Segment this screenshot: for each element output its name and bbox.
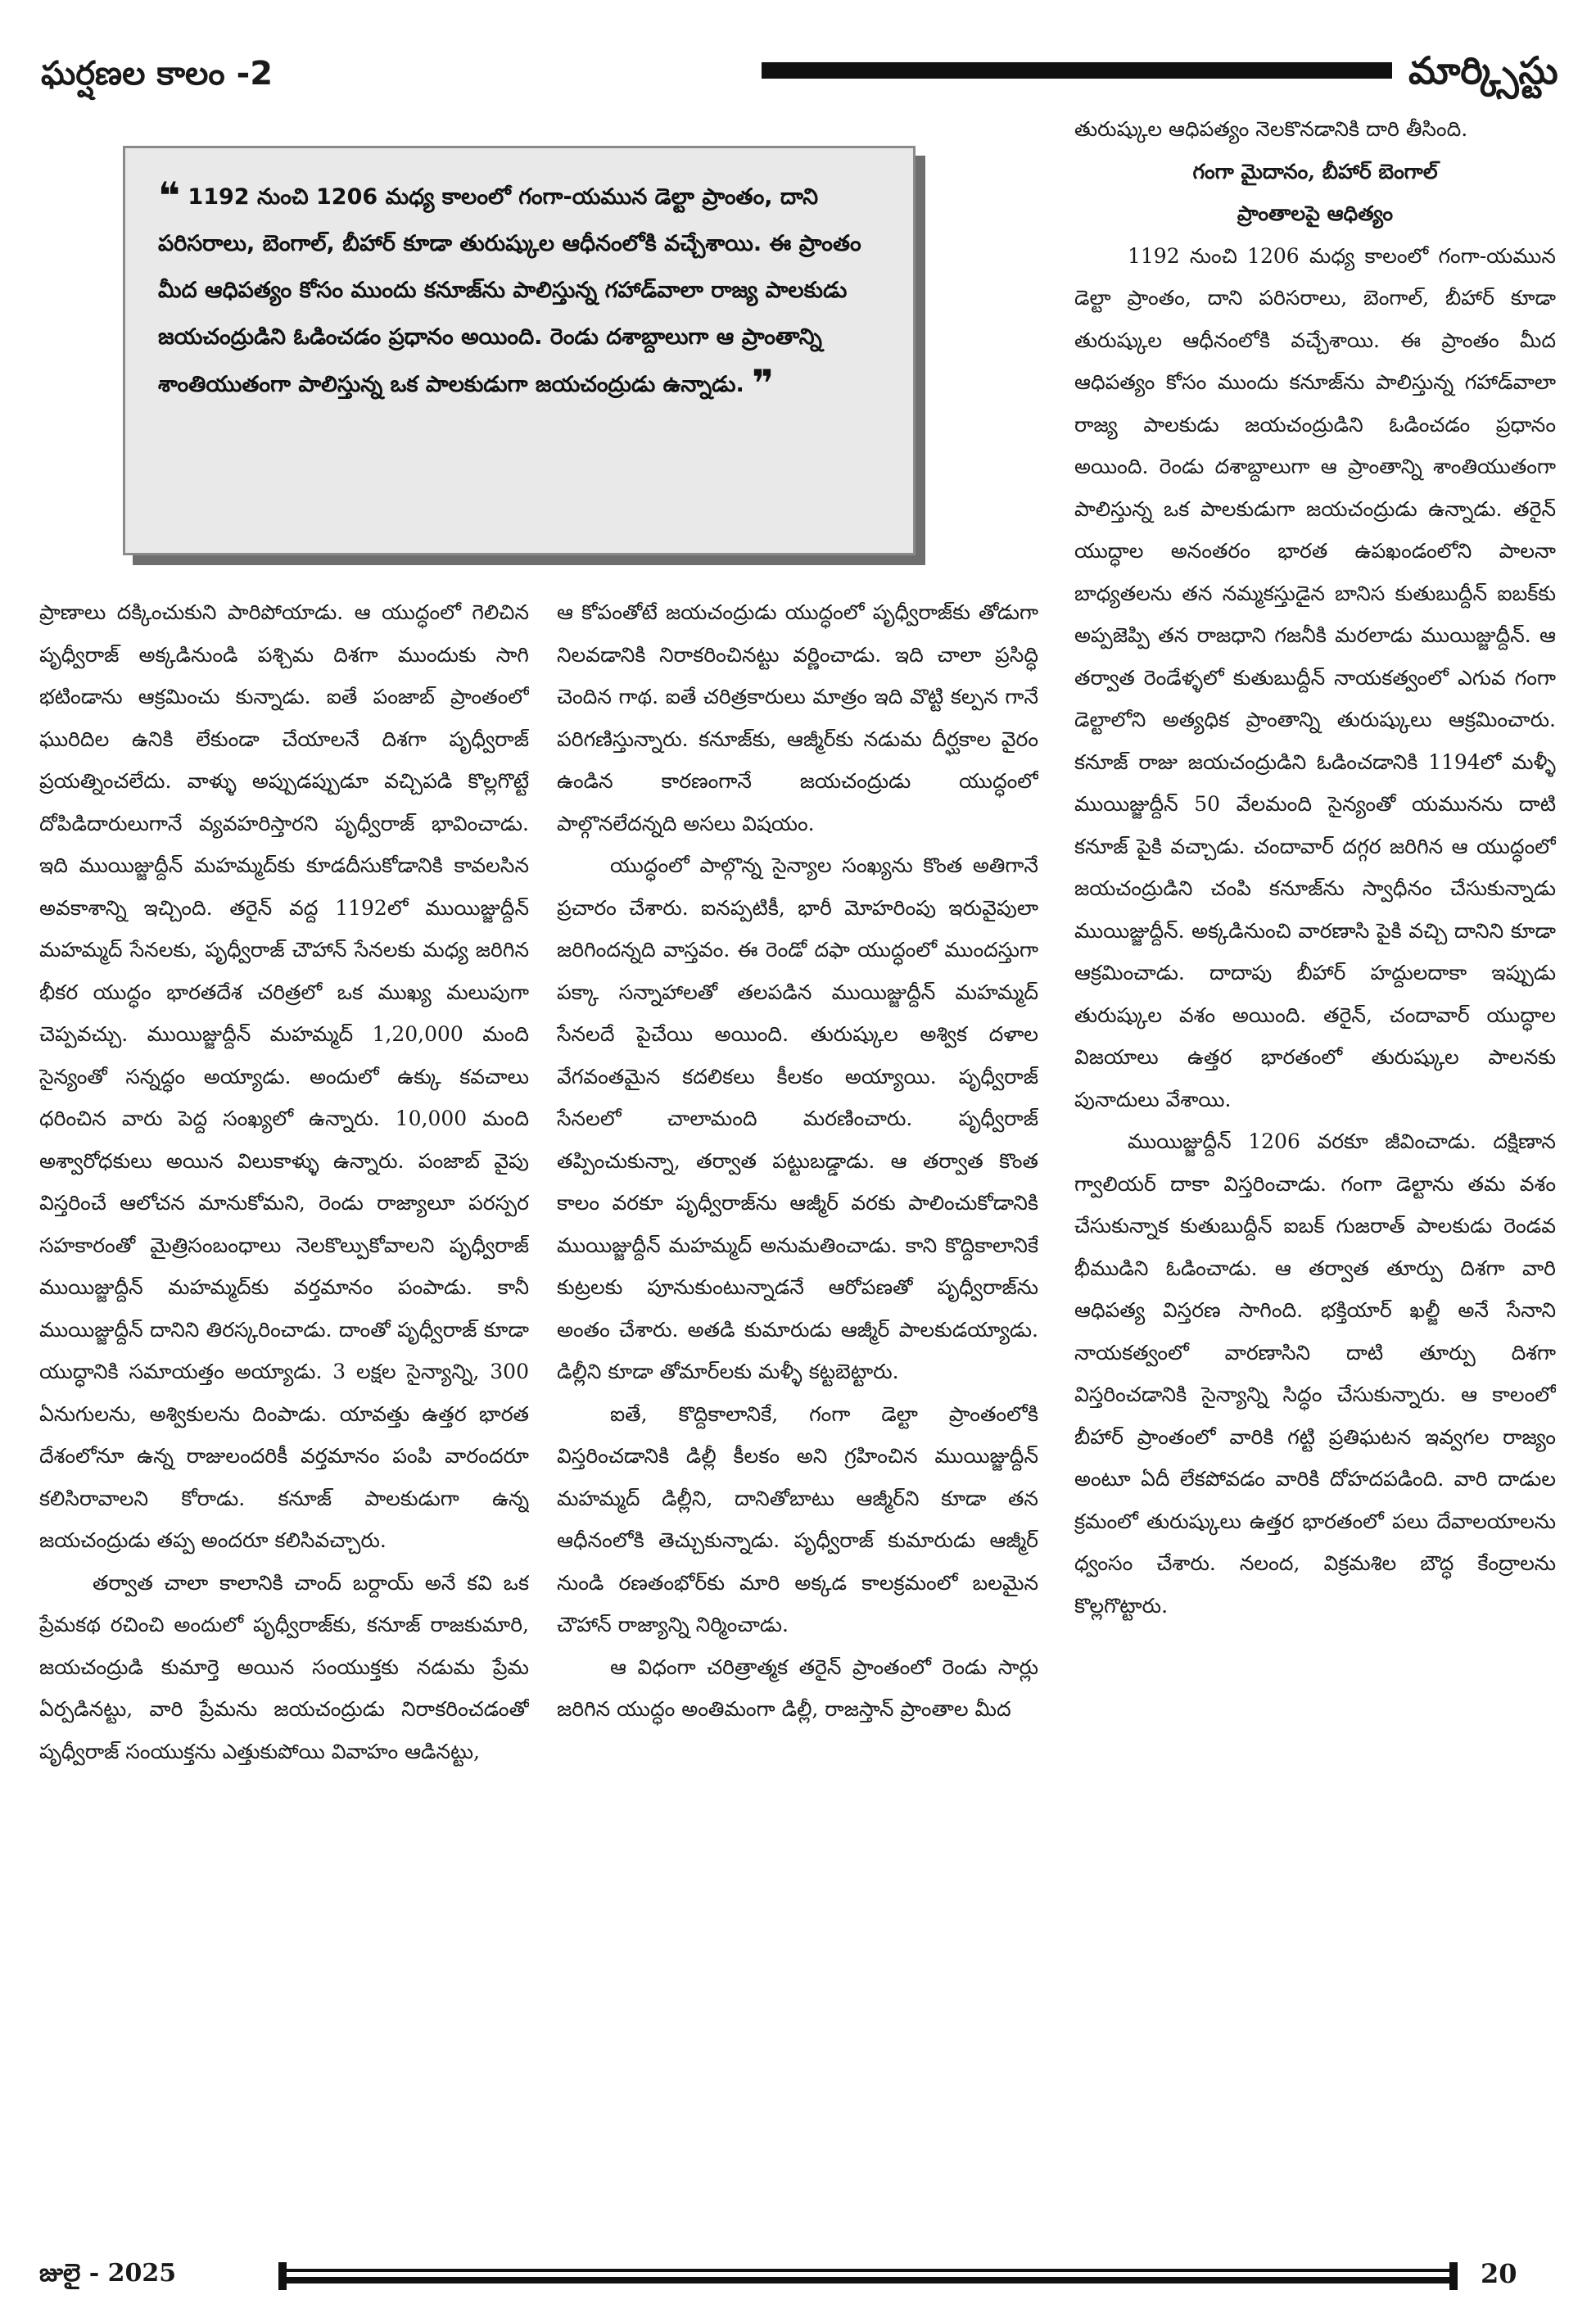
footer-rule (278, 2262, 1458, 2290)
left-paragraph-2: తర్వాత చాలా కాలానికి చాంద్ బర్దాయ్ అనే కవి ఒక ప్రేమకథ రచించి అందులో పృధ్వీరాజ్‌కు, కనూజ్ రాజకుమారి, జయచంద్రుడి కుమార్తె అయిన సంయుక్తకు నడుమ ప్రేమ ఏర్పడినట్టు, వారి ప్రేమను జయచంద్రుడు నిరాకరించడంతో పృధ్వీరాజ్ సంయుక్తను ఎత్తుకుపోయి వివాహం ఆడినట్టు, (39, 1570, 529, 1763)
magazine-name: మార్క్సిస్టు (1408, 48, 1558, 93)
page-number: 20 (1481, 2258, 1517, 2289)
middle-paragraph-4: ఆ విధంగా చరిత్రాత్మక తరైన్ ప్రాంతంలో రెండు సార్లు జరిగిన యుద్ధం అంతిమంగా డిల్లీ, రాజస్తాన్ ప్రాంతాల మీద (557, 1654, 1038, 1721)
section-subheading-line-1: గంగా మైదానం, బీహార్ బెంగాల్ (1192, 159, 1438, 183)
open-quote-icon: ❝ (158, 174, 180, 218)
issue-date: జులై - 2025 (39, 2259, 177, 2288)
pull-quote-box (123, 146, 916, 555)
pull-quote-text: 1192 నుంచి 1206 మధ్య కాలంలో గంగా-యమున డెల్టా ప్రాంతం, దాని పరిసరాలు, బెంగాల్, బీహార్ కూడా తురుష్కుల ఆధీనంలోకి వచ్చేశాయి. ఈ ప్రాంతం మీద ఆధిపత్యం కోసం ముందు కనూజ్‌ను పాలిస్తున్న గహాడ్‌వాలా రాజ్య పాలకుడు జయచంద్రుడిని ఓడించడం ప్రధానం అయింది. రెండు దశాబ్దాలుగా ఆ ప్రాంతాన్ని శాంతియుతంగా పాలిస్తున్న ఒక పాలకుడుగా జయచంద్రుడు ఉన్నాడు. (158, 184, 861, 397)
middle-paragraph-3: ఐతే, కొద్దికాలానికే, గంగా డెల్టా ప్రాంతంలోకి విస్తరించడానికి డిల్లీ కీలకం అని గ్రహించిన ముయిజ్జుద్దీన్ మహమ్మద్ డిల్లీని, దానితోబాటు ఆజ్మీర్‌ని కూడా తన ఆధీనంలోకి తెచ్చుకున్నాడు. పృధ్వీరాజ్ కుమారుడు ఆజ్మీర్ నుండి రణతంభోర్‌కు మారి అక్కడ కాలక్రమంలో బలమైన చౌహాన్ రాజ్యాన్ని నిర్మించాడు. (557, 1401, 1038, 1636)
header-rule (762, 62, 1392, 79)
middle-column (557, 591, 1038, 2131)
right-paragraph-2: 1192 నుంచి 1206 మధ్య కాలంలో గంగా-యమున డెల్టా ప్రాంతం, దాని పరిసరాలు, బెంగాల్, బీహార్ కూడా తురుష్కుల ఆధీనంలోకి వచ్చేశాయి. ఈ ప్రాంతం మీద ఆధిపత్యం కోసం ముందు కనూజ్‌ను పాలిస్తున్న గహాడ్‌వాలా రాజ్య పాలకుడు జయచంద్రుడిని ఓడించడం ప్రధానం అయింది. రెండు దశాబ్దాలుగా ఆ ప్రాంతాన్ని శాంతియుతంగా పాలిస్తున్న ఒక పాలకుడుగా జయచంద్రుడు ఉన్నాడు. తరైన్ యుద్ధాల అనంతరం భారత ఉపఖండంలోని పాలనా బాధ్యతలను తన నమ్మకస్తుడైన బానిస కుతుబుద్దీన్ ఐబక్‌కు అప్పజెప్పి తన రాజధాని గజనీకి మరలాడు ముయిజ్జుద్దీన్. ఆ తర్వాత రెండేళ్ళలో కుతుబుద్దీన్ నాయకత్వంలో ఎగువ గంగా డెల్టాలోని అత్యధిక ప్రాంతాన్ని తురుష్కులు ఆక్రమించారు. కనూజ్ రాజు జయచంద్రుడిని ఓడించడానికి 1194లో మళ్ళీ ముయిజ్జుద్దీన్ 50 వేలమంది సైన్యంతో యమునను దాటి కనూజ్ పైకి వచ్చాడు. చందావార్ దగ్గర జరిగిన ఆ యుద్ధంలో జయచంద్రుడిని చంపి కనూజ్‌ను స్వాధీనం చేసుకున్నాడు ముయిజ్జుద్దీన్. అక్కడినుంచి వారణాసి పైకి వచ్చి దానిని కూడా ఆక్రమించాడు. దాదాపు బీహార్ హద్దులదాకా ఇప్పుడు తురుష్కుల వశం అయింది. తరైన్, చందావార్ యుద్ధాల విజయాలు ఉత్తర భారతంలో తురుష్కుల పాలనకు పునాదులు వేశాయి. (1074, 243, 1556, 1111)
middle-paragraph-1: ఆ కోపంతోటే జయచంద్రుడు యుద్ధంలో పృధ్వీరాజ్‌కు తోడుగా నిలవడానికి నిరాకరించినట్టు వర్ణించాడు. ఇది చాలా ప్రసిద్ధి చెందిన గాథ. ఐతే చరిత్రకారులు మాత్రం ఇది వొట్టి కల్పన గానే పరిగణిస్తున్నారు. కనూజ్‌కు, ఆజ్మీర్‌కు నడుమ దీర్ఘకాల వైరం ఉండిన కారణంగానే జయచంద్రుడు యుద్ధంలో పాల్గొనలేదన్నది అసలు విషయం. (557, 600, 1038, 835)
right-paragraph-1: తురుష్కుల ఆధిపత్యం నెలకొనడానికి దారి తీసింది. (1074, 117, 1468, 141)
right-paragraph-3: ముయిజ్జుద్దీన్ 1206 వరకూ జీవించాడు. దక్షిణాన గ్వాలియర్ దాకా విస్తరించాడు. గంగా డెల్టాను తమ వశం చేసుకున్నాక కుతుబుద్దీన్ ఐబక్ గుజరాత్ పాలకుడు రెండవ భీముడిని ఓడించాడు. ఆ తర్వాత తూర్పు దిశగా వారి ఆధిపత్య విస్తరణ సాగింది. భక్తియార్ ఖల్జీ అనే సేనాని నాయకత్వంలో వారణాసిని దాటి తూర్పు దిశగా విస్తరించడానికి సైన్యాన్ని సిద్ధం చేసుకున్నారు. ఆ కాలంలో బీహార్ ప్రాంతంలో వారికి గట్టి ప్రతిఘటన ఇవ్వగల రాజ్యం అంటూ ఏదీ లేకపోవడం వారికి దోహదపడింది. వారి దాడుల క్రమంలో తురుష్కులు ఉత్తర భారతంలో పలు దేవాలయాలను ధ్వంసం చేశారు. నలంద, విక్రమశిల బౌద్ధ కేంద్రాలను కొల్లగొట్టారు. (1074, 1129, 1556, 1618)
close-quote-icon: ❞ (752, 361, 775, 405)
left-paragraph-1: ప్రాణాలు దక్కించుకుని పారిపోయాడు. ఆ యుద్ధంలో గెలిచిన పృధ్వీరాజ్ అక్కడినుండి పశ్చిమ దిశగా ముందుకు సాగి భటిండాను ఆక్రమించు కున్నాడు. ఐతే పంజాబ్ ప్రాంతంలో ఘురిదిల ఉనికి లేకుండా చేయాలనే దిశగా పృధ్వీరాజ్ ప్రయత్నించలేదు. వాళ్ళు అప్పుడప్పుడూ వచ్చిపడి కొల్లగొట్టే దోపిడిదారులుగానే వ్యవహరిస్తారని పృధ్వీరాజ్ భావించాడు. ఇది ముయిజ్జుద్దీన్ మహమ్మద్‌కు కూడదీసుకోడానికి కావలసిన అవకాశాన్ని ఇచ్చింది. తరైన్ వద్ద 1192లో ముయిజ్జుద్దీన్ మహమ్మద్ సేనలకు, పృధ్వీరాజ్ చౌహాన్ సేనలకు మధ్య జరిగిన భీకర యుద్ధం భారతదేశ చరిత్రలో ఒక ముఖ్య మలుపుగా చెప్పవచ్చు. ముయిజ్జుద్దీన్ మహమ్మద్ 1,20,000 మంది సైన్యంతో సన్నద్ధం అయ్యాడు. అందులో ఉక్కు కవచాలు ధరించిన వారు పెద్ద సంఖ్యలో ఉన్నారు. 10,000 మంది అశ్వారోధకులు అయిన విలుకాళ్ళు ఉన్నారు. పంజాబ్ వైపు విస్తరించే ఆలోచన మానుకోమని, రెండు రాజ్యాలూ పరస్పర సహకారంతో మైత్రిసంబంధాలు నెలకొల్పుకోవాలని పృధ్వీరాజ్ ముయిజ్జుద్దీన్ మహమ్మద్‌కు వర్తమానం పంపాడు. కానీ ముయిజ్జుద్దీన్ దానిని తిరస్కరించాడు. దాంతో పృధ్వీరాజ్ కూడా యుద్ధానికి సమాయత్తం అయ్యాడు. 3 లక్షల సైన్యాన్ని, 300 ఏనుగులను, అశ్వికులను దింపాడు. యావత్తు ఉత్తర భారత దేశంలోనూ ఉన్న రాజులందరికీ వర్తమానం పంపి వారందరూ కలిసిరావాలని కోరాడు. కనూజ్ పాలకుడుగా ఉన్న జయచంద్రుడు తప్ప అందరూ కలిసివచ్చారు. (39, 600, 529, 1552)
section-subheading-line-2: ప్రాంతాలపై ఆధిత్యం (1237, 201, 1394, 225)
right-column (1074, 108, 1556, 2131)
middle-paragraph-2: యుద్ధంలో పాల్గొన్న సైన్యాల సంఖ్యను కొంత అతిగానే ప్రచారం చేశారు. ఐనప్పటికీ, భారీ మోహరింపు ఇరువైపులా జరిగిందన్నది వాస్తవం. ఈ రెండో దఫా యుద్ధంలో ముందస్తుగా పక్కా సన్నాహాలతో తలపడిన ముయిజ్జుద్దీన్ మహమ్మద్ సేనలదే పైచేయి అయింది. తురుష్కుల అశ్విక దళాల వేగవంతమైన కదలికలు కీలకం అయ్యాయి. పృధ్వీరాజ్ సేనలలో చాలామంది మరణించారు. పృధ్వీరాజ్ తప్పించుకున్నా, తర్వాత పట్టుబడ్డాడు. ఆ తర్వాత కొంత కాలం వరకూ పృధ్వీరాజ్‌ను ఆజ్మీర్ వరకు పాలించుకోడానికి ముయిజ్జుద్దీన్ మహమ్మద్ అనుమతించాడు. కాని కొద్దికాలానికే కుట్రలకు పూనుకుంటున్నాడనే ఆరోపణతో పృధ్వీరాజ్‌ను అంతం చేశారు. అతడి కుమారుడు ఆజ్మీర్ పాలకుడయ్యాడు. డిల్లీని కూడా తోమార్‌లకు మళ్ళీ కట్టబెట్టారు. (557, 853, 1038, 1383)
series-title: ఘర్షణల కాలం -2 (41, 55, 274, 93)
left-column (39, 591, 529, 2131)
